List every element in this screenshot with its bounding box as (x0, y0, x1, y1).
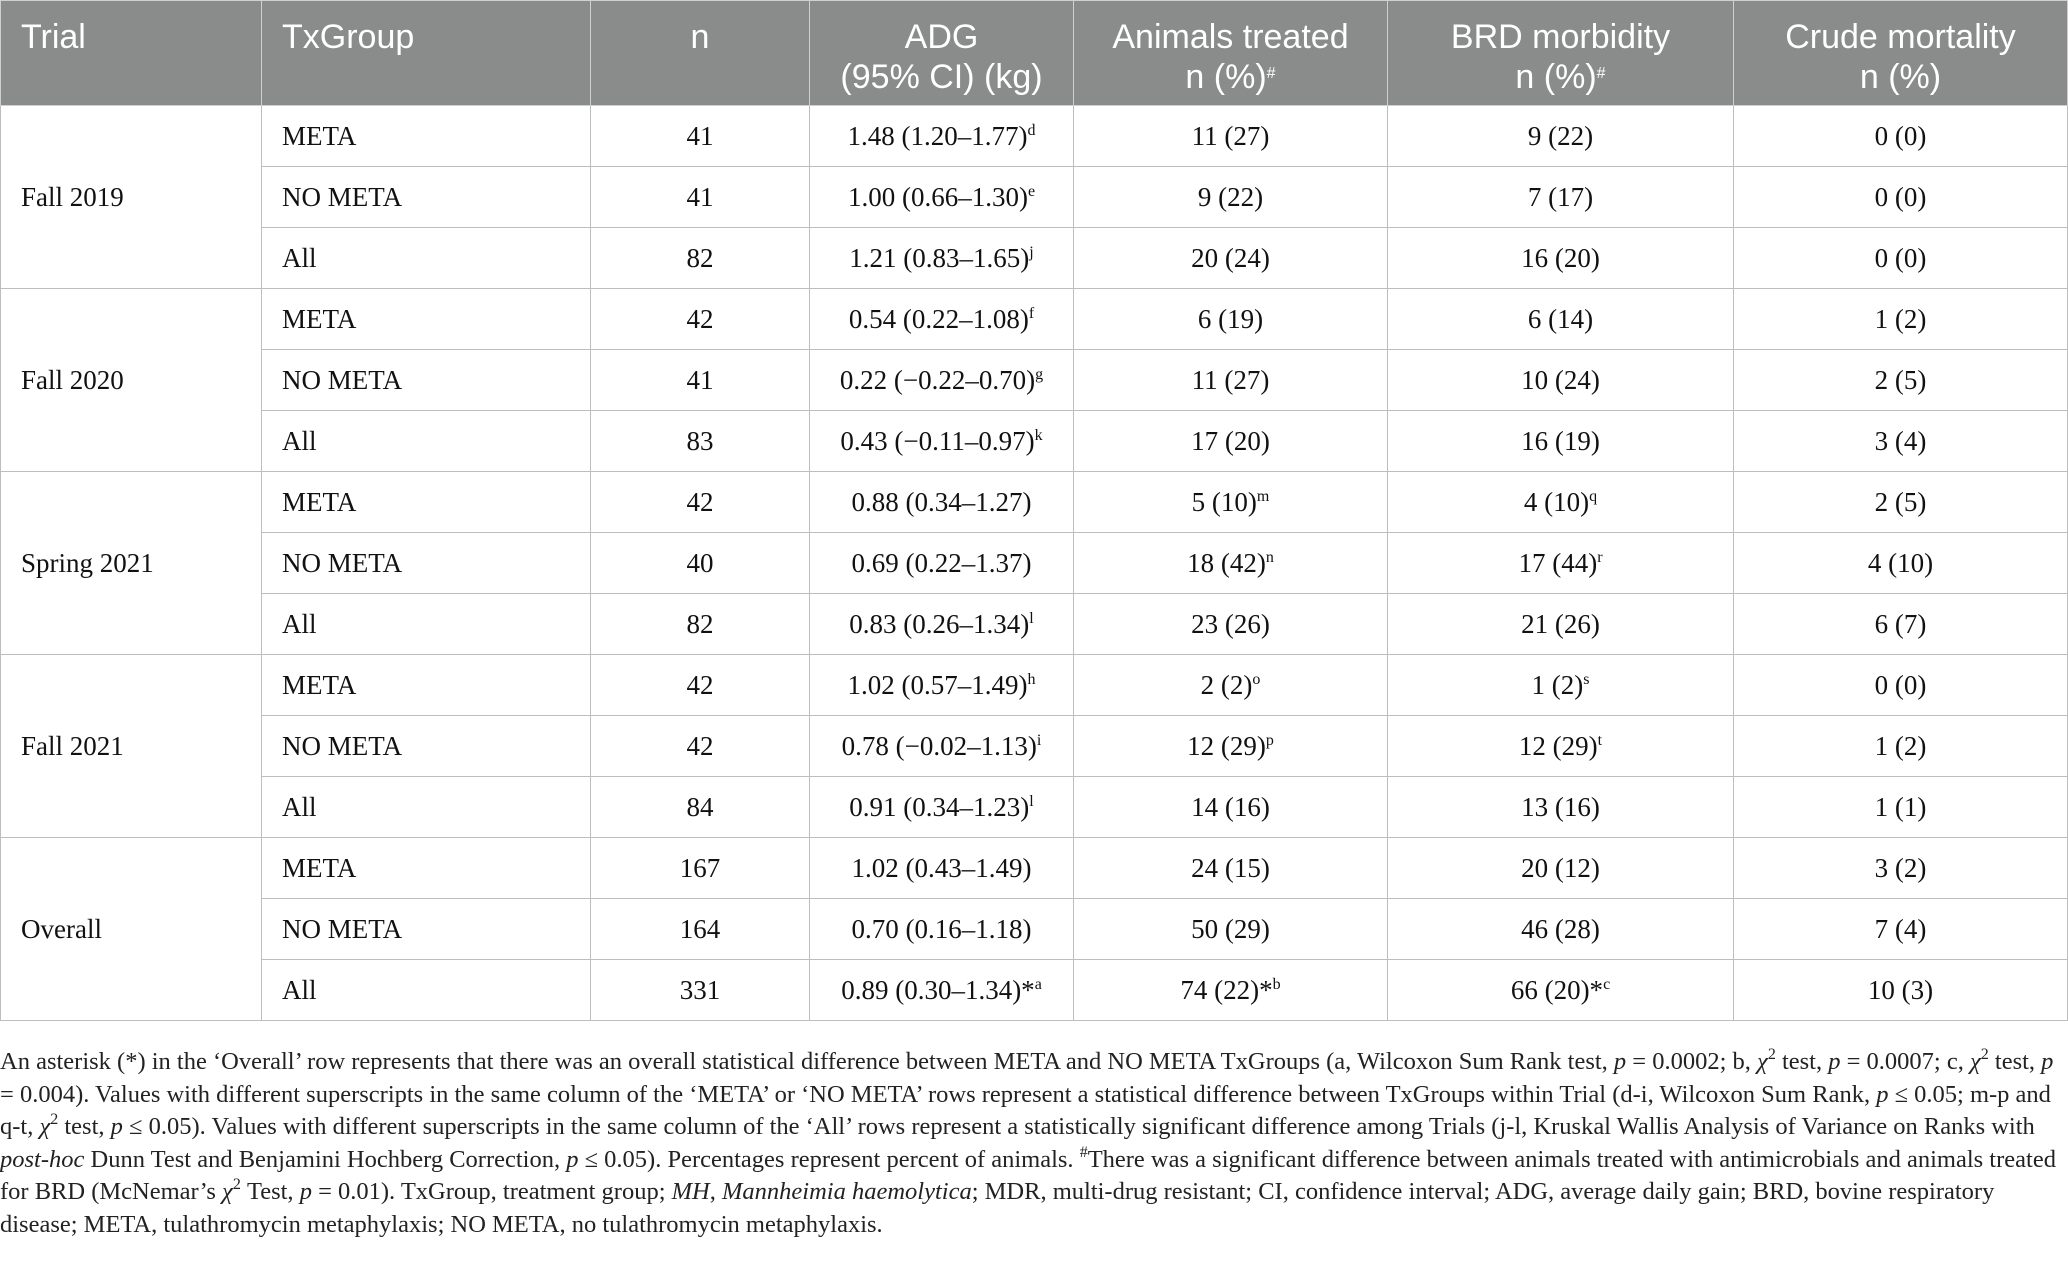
n-cell (591, 472, 810, 533)
txgroup-cell-value: META (282, 486, 357, 517)
adg-cell (810, 228, 1074, 289)
txgroup-cell-value: All (282, 242, 317, 273)
n-cell-value: 42 (686, 486, 714, 517)
trial-name-cell: Fall 2021 (1, 655, 262, 838)
superscript-marker: k (1034, 426, 1043, 444)
crude-mortality-cell (1734, 289, 2068, 350)
txgroup-cell (262, 167, 591, 228)
n-cell (591, 899, 810, 960)
n-cell (591, 411, 810, 472)
n-cell-value: 82 (686, 242, 714, 273)
table-body (1, 106, 2068, 1021)
table-row (1, 899, 2068, 960)
brd-morbidity-cell (1388, 838, 1734, 899)
brd-morbidity-cell (1388, 655, 1734, 716)
table-row (1, 533, 2068, 594)
adg-cell-value: 1.02 (0.57–1.49) (847, 669, 1028, 700)
txgroup-cell-value: META (282, 120, 357, 151)
txgroup-cell-value: NO META (282, 181, 403, 212)
table-row (1, 594, 2068, 655)
n-cell (591, 960, 810, 1021)
animals-treated-cell (1074, 899, 1388, 960)
crude-mortality-cell-value: 1 (2) (1874, 303, 1927, 334)
brd-morbidity-cell-value: 16 (19) (1521, 425, 1600, 456)
crude-mortality-cell (1734, 106, 2068, 167)
crude-mortality-cell (1734, 899, 2068, 960)
adg-cell-value: 0.22 (−0.22–0.70) (839, 364, 1036, 395)
n-cell-value: 164 (679, 913, 721, 944)
brd-morbidity-cell-value: 16 (20) (1521, 242, 1600, 273)
animals-treated-cell (1074, 777, 1388, 838)
adg-cell-value: 1.21 (0.83–1.65) (849, 242, 1030, 273)
table-row (1, 472, 2068, 533)
col-header-animals-treated: Animals treated n (%)# (1074, 1, 1388, 106)
brd-morbidity-cell-value: 17 (44) (1518, 547, 1598, 578)
crude-mortality-cell-value: 4 (10) (1867, 547, 1934, 578)
col-header-trial: Trial (1, 1, 262, 106)
n-cell-value: 82 (686, 608, 714, 639)
crude-mortality-cell (1734, 716, 2068, 777)
n-cell (591, 655, 810, 716)
animals-treated-cell-value: 11 (27) (1191, 364, 1270, 395)
n-cell-value: 167 (679, 852, 721, 883)
crude-mortality-cell-value: 0 (0) (1874, 181, 1927, 212)
animals-treated-cell-value: 17 (20) (1191, 425, 1270, 456)
n-cell (591, 167, 810, 228)
txgroup-cell-value: All (282, 974, 317, 1005)
n-cell (591, 716, 810, 777)
adg-cell-value: 1.02 (0.43–1.49) (851, 852, 1032, 883)
brd-morbidity-cell (1388, 899, 1734, 960)
col-header-n: n (591, 1, 810, 106)
txgroup-cell-value: NO META (282, 730, 403, 761)
superscript-marker: l (1029, 792, 1034, 810)
superscript-marker: t (1597, 731, 1603, 749)
adg-cell-value: 0.83 (0.26–1.34) (849, 608, 1030, 639)
crude-mortality-cell (1734, 411, 2068, 472)
animals-treated-cell (1074, 289, 1388, 350)
crude-mortality-cell (1734, 838, 2068, 899)
adg-cell-value: 0.54 (0.22–1.08) (848, 303, 1029, 334)
n-cell-value: 41 (686, 364, 714, 395)
adg-cell-value: 0.70 (0.16–1.18) (851, 913, 1032, 944)
n-cell-value: 83 (686, 425, 714, 456)
animals-treated-cell (1074, 350, 1388, 411)
col-header-adg: ADG (95% CI) (kg) (810, 1, 1074, 106)
table-footnote: An asterisk (*) in the ‘Overall’ row represents that there was an overall statistical difference between META and NO META TxGroups (a, Wilcoxon Sum Rank test, p = 0.0002; b, $\chi^2$ test, p = 0.0007; c, $\chi^2$ test, p = 0.004). Values with different superscripts in the same column of the ‘META’ or ‘NO META’ rows represent a statistical difference between TxGroups within Trial (d-i, Wilcoxon Sum Rank, p ≤ 0.05; m-p and q-t, $\chi^2$ test, p ≤ 0.05). Values with different superscripts in the same column of the ‘All’ rows represent a statistically significant difference among Trials (j-l, Kruskal Wallis Analysis of Variance on Ranks with post-hoc Dunn Test and Benjamini Hochberg Correction, p ≤ 0.05). Percentages represent percent of animals. #There was a significant difference between animals treated with antimicrobials and animals treated for BRD (McNemar’s $\chi^2$ Test, p = 0.01). TxGroup, treatment group; MH, Mannheimia haemolytica; MDR, multi-drug resistant; CI, confidence interval; ADG, average daily gain; BRD, bovine respiratory disease; META, tulathromycin metaphylaxis; NO META, no tulathromycin metaphylaxis. (0, 1046, 2056, 1238)
adg-cell (810, 533, 1074, 594)
n-cell-value: 42 (686, 303, 714, 334)
adg-cell (810, 594, 1074, 655)
adg-cell-value: 0.69 (0.22–1.37) (851, 547, 1032, 578)
brd-morbidity-cell (1388, 228, 1734, 289)
txgroup-cell (262, 289, 591, 350)
brd-morbidity-cell (1388, 594, 1734, 655)
crude-mortality-cell-value: 3 (2) (1874, 852, 1927, 883)
n-cell (591, 228, 810, 289)
n-cell-value: 331 (679, 974, 721, 1005)
adg-cell-value: 0.91 (0.34–1.23) (849, 791, 1030, 822)
txgroup-cell (262, 350, 591, 411)
txgroup-cell (262, 411, 591, 472)
crude-mortality-cell (1734, 655, 2068, 716)
crude-mortality-cell-value: 0 (0) (1874, 669, 1927, 700)
animals-treated-cell (1074, 228, 1388, 289)
crude-mortality-cell (1734, 167, 2068, 228)
animals-treated-cell (1074, 167, 1388, 228)
adg-cell (810, 655, 1074, 716)
animals-treated-cell-value: 50 (29) (1191, 913, 1270, 944)
adg-cell (810, 960, 1074, 1021)
n-cell-value: 41 (686, 181, 714, 212)
animals-treated-cell (1074, 472, 1388, 533)
crude-mortality-cell (1734, 594, 2068, 655)
col-header-txgroup: TxGroup (262, 1, 591, 106)
table-row (1, 289, 2068, 350)
crude-mortality-cell (1734, 960, 2068, 1021)
col-header-brd-morbidity: BRD morbidity n (%)# (1388, 1, 1734, 106)
table-row (1, 106, 2068, 167)
adg-cell (810, 838, 1074, 899)
txgroup-cell (262, 594, 591, 655)
txgroup-cell-value: META (282, 669, 357, 700)
superscript-marker: s (1583, 670, 1590, 688)
animals-treated-cell (1074, 106, 1388, 167)
animals-treated-cell-value: 23 (26) (1191, 608, 1270, 639)
adg-cell (810, 472, 1074, 533)
crude-mortality-cell-value: 1 (2) (1874, 730, 1927, 761)
txgroup-cell (262, 106, 591, 167)
adg-cell (810, 899, 1074, 960)
n-cell (591, 777, 810, 838)
brd-morbidity-cell-value: 20 (12) (1521, 852, 1600, 883)
n-cell (591, 350, 810, 411)
col-header-crude-mortality: Crude mortality n (%) (1734, 1, 2068, 106)
brd-morbidity-cell-value: 66 (20)* (1510, 974, 1604, 1005)
txgroup-cell-value: NO META (282, 547, 403, 578)
txgroup-cell (262, 899, 591, 960)
table-row (1, 167, 2068, 228)
animals-treated-cell-value: 9 (22) (1197, 181, 1264, 212)
superscript-marker: b (1272, 975, 1281, 993)
n-cell-value: 42 (686, 730, 714, 761)
brd-morbidity-cell-value: 21 (26) (1521, 608, 1600, 639)
adg-cell (810, 289, 1074, 350)
brd-morbidity-cell-value: 6 (14) (1527, 303, 1594, 334)
adg-cell (810, 411, 1074, 472)
txgroup-cell (262, 777, 591, 838)
adg-cell-value: 0.78 (−0.02–1.13) (841, 730, 1037, 761)
n-cell (591, 838, 810, 899)
table-row (1, 350, 2068, 411)
animals-treated-cell (1074, 411, 1388, 472)
txgroup-cell (262, 228, 591, 289)
txgroup-cell-value: NO META (282, 913, 403, 944)
animals-treated-cell (1074, 838, 1388, 899)
brd-morbidity-cell-value: 4 (10) (1523, 486, 1590, 517)
superscript-marker: m (1256, 487, 1270, 505)
trial-name-cell: Fall 2019 (1, 106, 262, 289)
adg-cell (810, 777, 1074, 838)
animals-treated-cell (1074, 716, 1388, 777)
adg-cell-value: 0.43 (−0.11–0.97) (840, 425, 1035, 456)
brd-morbidity-cell (1388, 350, 1734, 411)
table-row (1, 411, 2068, 472)
brd-morbidity-cell (1388, 533, 1734, 594)
n-cell-value: 42 (686, 669, 714, 700)
crude-mortality-cell-value: 10 (3) (1867, 974, 1934, 1005)
superscript-marker: l (1029, 609, 1034, 627)
table-row (1, 716, 2068, 777)
animals-treated-cell-value: 14 (16) (1191, 791, 1270, 822)
animals-treated-cell-value: 2 (2) (1200, 669, 1253, 700)
brd-morbidity-cell-value: 9 (22) (1527, 120, 1594, 151)
brd-morbidity-cell (1388, 472, 1734, 533)
txgroup-cell (262, 472, 591, 533)
n-cell-value: 84 (686, 791, 714, 822)
adg-cell (810, 350, 1074, 411)
superscript-marker: p (1265, 731, 1274, 749)
animals-treated-cell (1074, 960, 1388, 1021)
brd-morbidity-cell (1388, 289, 1734, 350)
superscript-marker: d (1027, 121, 1036, 139)
brd-morbidity-cell (1388, 106, 1734, 167)
txgroup-cell-value: META (282, 852, 357, 883)
brd-morbidity-cell-value: 7 (17) (1527, 181, 1594, 212)
animals-treated-cell (1074, 533, 1388, 594)
crude-mortality-cell (1734, 777, 2068, 838)
crude-mortality-cell (1734, 350, 2068, 411)
animals-treated-cell-value: 20 (24) (1191, 242, 1270, 273)
superscript-marker: g (1035, 365, 1044, 383)
superscript-marker: c (1603, 975, 1611, 993)
crude-mortality-cell-value: 0 (0) (1874, 120, 1927, 151)
txgroup-cell (262, 838, 591, 899)
txgroup-cell-value: All (282, 425, 317, 456)
trial-name-cell: Fall 2020 (1, 289, 262, 472)
crude-mortality-cell (1734, 228, 2068, 289)
superscript-marker: j (1029, 243, 1034, 261)
brd-morbidity-cell-value: 46 (28) (1521, 913, 1600, 944)
crude-mortality-cell-value: 1 (1) (1874, 791, 1927, 822)
animals-treated-cell (1074, 655, 1388, 716)
crude-mortality-cell (1734, 533, 2068, 594)
n-cell-value: 40 (686, 547, 714, 578)
txgroup-cell-value: All (282, 791, 317, 822)
brd-morbidity-cell-value: 12 (29) (1518, 730, 1598, 761)
table-row (1, 777, 2068, 838)
n-cell (591, 106, 810, 167)
brd-morbidity-cell-value: 13 (16) (1521, 791, 1600, 822)
animals-treated-cell (1074, 594, 1388, 655)
txgroup-cell (262, 533, 591, 594)
animals-treated-cell-value: 5 (10) (1191, 486, 1257, 517)
superscript-marker: f (1028, 304, 1035, 322)
trial-name-cell: Overall (1, 838, 262, 1021)
animals-treated-cell-value: 6 (19) (1197, 303, 1264, 334)
table-row (1, 960, 2068, 1021)
txgroup-cell (262, 655, 591, 716)
superscript-marker: i (1036, 731, 1042, 749)
crude-mortality-cell-value: 2 (5) (1874, 364, 1927, 395)
adg-cell-value: 0.88 (0.34–1.27) (851, 486, 1032, 517)
superscript-marker: e (1027, 182, 1036, 200)
adg-cell-value: 1.00 (0.66–1.30) (847, 181, 1028, 212)
animals-treated-cell-value: 24 (15) (1191, 852, 1270, 883)
table-row (1, 228, 2068, 289)
adg-cell-value: 1.48 (1.20–1.77) (847, 120, 1028, 151)
table-row (1, 655, 2068, 716)
n-cell (591, 594, 810, 655)
superscript-marker: a (1034, 975, 1042, 993)
header-row (1, 1, 2068, 106)
superscript-marker: h (1027, 670, 1036, 688)
animals-treated-cell-value: 11 (27) (1191, 120, 1270, 151)
txgroup-cell-value: All (282, 608, 317, 639)
table-row (1, 838, 2068, 899)
animals-treated-cell-value: 12 (29) (1187, 730, 1266, 761)
brd-morbidity-cell (1388, 960, 1734, 1021)
adg-cell (810, 716, 1074, 777)
txgroup-cell (262, 716, 591, 777)
brd-morbidity-cell (1388, 716, 1734, 777)
superscript-marker: n (1265, 548, 1274, 566)
trial-name-cell: Spring 2021 (1, 472, 262, 655)
crude-mortality-cell-value: 7 (4) (1874, 913, 1927, 944)
crude-mortality-cell-value: 0 (0) (1874, 242, 1927, 273)
brd-morbidity-cell (1388, 167, 1734, 228)
superscript-marker: r (1597, 548, 1603, 566)
adg-cell-value: 0.89 (0.30–1.34)* (841, 974, 1035, 1005)
crude-mortality-cell-value: 2 (5) (1874, 486, 1927, 517)
crude-mortality-cell-value: 6 (7) (1874, 608, 1927, 639)
animals-treated-cell-value: 18 (42) (1187, 547, 1266, 578)
crude-mortality-cell (1734, 472, 2068, 533)
txgroup-cell-value: META (282, 303, 357, 334)
brd-morbidity-cell-value: 10 (24) (1521, 364, 1600, 395)
crude-mortality-cell-value: 3 (4) (1874, 425, 1927, 456)
superscript-marker: o (1252, 670, 1261, 688)
n-cell-value: 41 (686, 120, 714, 151)
adg-cell (810, 167, 1074, 228)
superscript-marker: q (1589, 487, 1598, 505)
adg-cell (810, 106, 1074, 167)
txgroup-cell (262, 960, 591, 1021)
txgroup-cell-value: NO META (282, 364, 403, 395)
n-cell (591, 533, 810, 594)
animals-treated-cell-value: 74 (22)* (1180, 974, 1273, 1005)
brd-morbidity-cell (1388, 411, 1734, 472)
brd-morbidity-cell-value: 1 (2) (1531, 669, 1584, 700)
n-cell (591, 289, 810, 350)
brd-morbidity-cell (1388, 777, 1734, 838)
